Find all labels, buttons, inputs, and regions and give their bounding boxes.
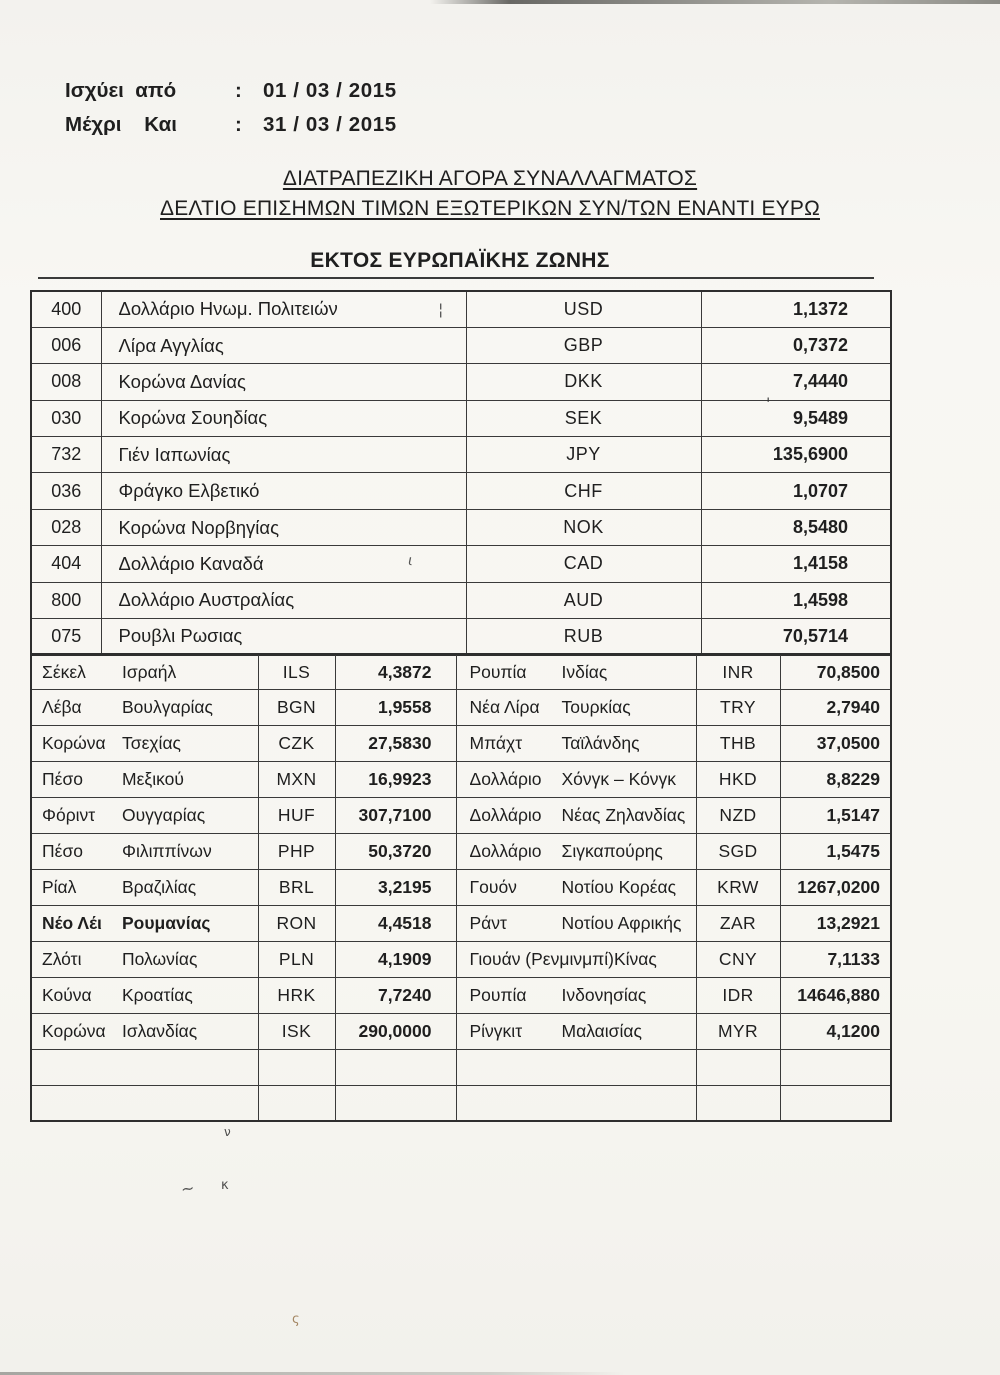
empty-cell	[696, 1049, 780, 1085]
empty-cell	[696, 1085, 780, 1121]
exchange-rate-row	[31, 327, 891, 363]
currency-iso-code: KRW	[696, 870, 780, 906]
exchange-rate-row	[31, 291, 891, 327]
exchange-rate-value: 1,0707	[701, 473, 891, 509]
exchange-rate-row	[31, 762, 891, 798]
horizontal-rule	[38, 277, 874, 279]
exchange-rate-value: 27,5830	[335, 726, 456, 762]
currency-name-cell	[456, 870, 696, 906]
currency-numeric-code: 036	[31, 473, 101, 509]
exchange-rate-value: 70,8500	[780, 654, 891, 690]
currency-unit: Ράντ	[469, 913, 507, 934]
empty-cell	[31, 1049, 258, 1085]
exchange-rate-row	[31, 400, 891, 436]
currency-country: Ισραήλ	[122, 661, 177, 682]
currency-name-cell	[456, 798, 696, 834]
validity-period	[65, 74, 397, 142]
currency-iso-code: ZAR	[696, 906, 780, 942]
empty-cell	[258, 1049, 335, 1085]
currency-name-cell	[31, 870, 258, 906]
currency-iso-code: USD	[466, 291, 701, 327]
empty-cell	[456, 1085, 696, 1121]
currency-iso-code: AUD	[466, 582, 701, 618]
exchange-rates-main-table	[30, 290, 892, 656]
exchange-rate-value: 307,7100	[335, 798, 456, 834]
currency-iso-code: MYR	[696, 1013, 780, 1049]
exchange-rate-row	[31, 509, 891, 545]
currency-numeric-code: 400	[31, 291, 101, 327]
currency-country: Κίνας	[613, 948, 657, 969]
exchange-rate-value: 16,9923	[335, 762, 456, 798]
currency-name: Δολλάριο Αυστραλίας	[101, 582, 466, 618]
exchange-rate-value: 3,2195	[335, 870, 456, 906]
currency-unit: Γουόν	[469, 877, 517, 898]
empty-cell	[258, 1085, 335, 1121]
currency-iso-code: NZD	[696, 798, 780, 834]
currency-unit: Σέκελ	[42, 661, 86, 682]
document-titles	[0, 164, 980, 224]
currency-country: Ταϊλάνδης	[561, 733, 640, 754]
currency-iso-code: GBP	[466, 327, 701, 363]
currency-name-cell	[456, 1013, 696, 1049]
currency-iso-code: ISK	[258, 1013, 335, 1049]
exchange-rate-value: 4,4518	[335, 906, 456, 942]
exchange-rate-value: 7,7240	[335, 977, 456, 1013]
exchange-rate-value: 4,1909	[335, 942, 456, 978]
exchange-rate-value: 8,8229	[780, 762, 891, 798]
currency-unit: Δολλάριο	[469, 841, 542, 862]
currency-unit: Ζλότι	[42, 948, 82, 969]
currency-unit: Μπάχτ	[469, 733, 523, 754]
currency-name: Δολλάριο Καναδά	[101, 546, 466, 582]
currency-numeric-code: 006	[31, 327, 101, 363]
exchange-rate-row	[31, 798, 891, 834]
currency-unit: Νέο Λέι	[42, 913, 102, 934]
currency-iso-code: DKK	[466, 364, 701, 400]
valid-from-colon: :	[235, 79, 242, 102]
exchange-rate-value: 7,4440	[701, 364, 891, 400]
exchange-rate-value: 1,4598	[701, 582, 891, 618]
currency-country: Μαλαισίας	[561, 1020, 642, 1041]
currency-unit: Δολλάριο	[469, 769, 542, 790]
valid-to-date: 31 / 03 / 2015	[263, 113, 397, 136]
currency-country: Ρουμανίας	[122, 913, 211, 934]
currency-iso-code: SGD	[696, 834, 780, 870]
document-title-line1: ΔΙΑΤΡΑΠΕΖΙΚΗ ΑΓΟΡΑ ΣΥΝΑΛΛΑΓΜΑΤΟΣ	[282, 167, 698, 190]
currency-unit: Λέβα	[42, 697, 82, 718]
currency-name-cell	[31, 906, 258, 942]
currency-unit: Πέσο	[42, 769, 83, 790]
currency-iso-code: CNY	[696, 942, 780, 978]
exchange-rate-row	[31, 942, 891, 978]
currency-iso-code: HRK	[258, 977, 335, 1013]
exchange-rate-value: 1267,0200	[780, 870, 891, 906]
currency-name-cell	[31, 690, 258, 726]
currency-iso-code: HUF	[258, 798, 335, 834]
currency-numeric-code: 800	[31, 582, 101, 618]
currency-unit: Κορώνα	[42, 733, 106, 754]
exchange-rate-row	[31, 726, 891, 762]
currency-country: Χόνγκ – Κόνγκ	[561, 769, 677, 790]
currency-name-cell	[456, 977, 696, 1013]
currency-name-cell	[31, 726, 258, 762]
currency-iso-code: HKD	[696, 762, 780, 798]
currency-iso-code: TRY	[696, 690, 780, 726]
exchange-rate-value: 70,5714	[701, 619, 891, 655]
exchange-rate-value: 37,0500	[780, 726, 891, 762]
currency-iso-code: SEK	[466, 400, 701, 436]
currency-country: Κροατίας	[122, 984, 193, 1005]
empty-cell	[780, 1085, 891, 1121]
valid-to-line	[65, 108, 397, 142]
exchange-rate-value: 14646,880	[780, 977, 891, 1013]
exchange-rate-row	[31, 977, 891, 1013]
currency-country: Νοτίου Κορέας	[561, 877, 677, 898]
currency-name-cell	[31, 1013, 258, 1049]
currency-country: Τουρκίας	[561, 697, 631, 718]
currency-iso-code: CZK	[258, 726, 335, 762]
document-title-line2: ΔΕΛΤΙΟ ΕΠΙΣΗΜΩΝ ΤΙΜΩΝ ΕΞΩΤΕΡΙΚΩΝ ΣΥΝ/ΤΩΝ ΕΝΑΝΤΙ ΕΥΡΩ	[160, 197, 820, 220]
exchange-rate-value: 1,5147	[780, 798, 891, 834]
scan-edge-artifact-top	[430, 0, 1000, 4]
exchange-rate-row	[31, 546, 891, 582]
currency-name-cell	[31, 977, 258, 1013]
valid-from-date: 01 / 03 / 2015	[263, 79, 397, 102]
exchange-rate-row	[31, 473, 891, 509]
currency-name-cell	[456, 834, 696, 870]
currency-name: Λίρα Αγγλίας	[101, 327, 466, 363]
exchange-rate-value: 135,6900	[701, 437, 891, 473]
currency-iso-code: INR	[696, 654, 780, 690]
currency-name: Κορώνα Σουηδίας	[101, 400, 466, 436]
currency-numeric-code: 732	[31, 437, 101, 473]
valid-from-label: Ισχύει από	[65, 79, 177, 102]
currency-name-cell	[456, 654, 696, 690]
currency-name-cell	[456, 690, 696, 726]
currency-country: Ισλανδίας	[122, 1020, 198, 1041]
empty-table-row	[31, 1085, 891, 1121]
ink-mark: ς	[292, 1312, 300, 1327]
currency-numeric-code: 030	[31, 400, 101, 436]
currency-name-cell	[31, 834, 258, 870]
empty-cell	[335, 1085, 456, 1121]
currency-iso-code: CAD	[466, 546, 701, 582]
currency-unit: Φόριντ	[42, 805, 96, 826]
currency-country: Τσεχίας	[122, 733, 181, 754]
exchange-rate-row	[31, 834, 891, 870]
currency-country: Βραζιλίας	[122, 877, 197, 898]
exchange-rate-row	[31, 906, 891, 942]
currency-unit: Ρίαλ	[42, 877, 77, 898]
exchange-rate-value: 1,9558	[335, 690, 456, 726]
valid-to-colon: :	[235, 113, 242, 136]
currency-name-cell	[31, 942, 258, 978]
exchange-rate-row	[31, 690, 891, 726]
empty-cell	[780, 1049, 891, 1085]
ink-mark: ¦	[438, 300, 444, 319]
currency-iso-code: ILS	[258, 654, 335, 690]
exchange-rate-row	[31, 364, 891, 400]
currency-iso-code: MXN	[258, 762, 335, 798]
currency-name: Ρουβλι Ρωσιας	[101, 619, 466, 655]
currency-country: Ουγγαρίας	[122, 805, 206, 826]
currency-unit: Ρίνγκιτ	[469, 1020, 523, 1041]
ink-mark: '	[766, 394, 771, 413]
currency-iso-code: NOK	[466, 509, 701, 545]
empty-cell	[456, 1049, 696, 1085]
currency-unit: Κορώνα	[42, 1020, 106, 1041]
currency-country: Ινδίας	[561, 661, 608, 682]
exchange-rate-value: 13,2921	[780, 906, 891, 942]
currency-iso-code: THB	[696, 726, 780, 762]
currency-unit: Δολλάριο	[469, 805, 542, 826]
currency-name-cell	[456, 762, 696, 798]
exchange-rate-value: 7,1133	[780, 942, 891, 978]
exchange-rates-secondary-table	[30, 653, 892, 1122]
exchange-rate-value: 9,5489	[701, 400, 891, 436]
currency-iso-code: BRL	[258, 870, 335, 906]
ink-mark: ~	[179, 1178, 196, 1199]
currency-name-cell	[31, 654, 258, 690]
exchange-rate-value: 0,7372	[701, 327, 891, 363]
currency-unit: Κούνα	[42, 984, 92, 1005]
currency-unit: Ρουπία	[469, 661, 527, 682]
currency-name: Γιέν Ιαπωνίας	[101, 437, 466, 473]
empty-cell	[335, 1049, 456, 1085]
ink-mark: ν	[224, 1125, 231, 1139]
currency-country: Βουλγαρίας	[122, 697, 213, 718]
empty-table-row	[31, 1049, 891, 1085]
currency-country: Νέας Ζηλανδίας	[561, 805, 686, 826]
currency-iso-code: CHF	[466, 473, 701, 509]
currency-iso-code: PHP	[258, 834, 335, 870]
currency-name-cell	[456, 906, 696, 942]
ink-mark: ι	[406, 552, 415, 570]
currency-numeric-code: 008	[31, 364, 101, 400]
section-title: ΕΚΤΟΣ ΕΥΡΩΠΑΪΚΗΣ ΖΩΝΗΣ	[310, 249, 610, 272]
exchange-rate-row	[31, 437, 891, 473]
currency-iso-code: RUB	[466, 619, 701, 655]
currency-iso-code: IDR	[696, 977, 780, 1013]
currency-unit: Πέσο	[42, 841, 83, 862]
currency-unit: Ρουπία	[469, 984, 527, 1005]
exchange-rate-row	[31, 654, 891, 690]
currency-numeric-code: 028	[31, 509, 101, 545]
exchange-rate-value: 1,4158	[701, 546, 891, 582]
exchange-rate-value: 4,3872	[335, 654, 456, 690]
exchange-rate-row	[31, 870, 891, 906]
currency-unit: Γιουάν (Ρενμινμπί)	[469, 948, 614, 969]
currency-country: Σιγκαπούρης	[561, 841, 663, 862]
currency-name-cell	[31, 762, 258, 798]
currency-iso-code: PLN	[258, 942, 335, 978]
currency-name: Κορώνα Νορβηγίας	[101, 509, 466, 545]
ink-mark: κ	[221, 1178, 229, 1193]
exchange-rate-value: 8,5480	[701, 509, 891, 545]
currency-numeric-code: 075	[31, 619, 101, 655]
currency-iso-code: JPY	[466, 437, 701, 473]
empty-cell	[31, 1085, 258, 1121]
currency-name-cell	[31, 798, 258, 834]
currency-iso-code: RON	[258, 906, 335, 942]
exchange-rate-value: 290,0000	[335, 1013, 456, 1049]
exchange-rate-value: 1,5475	[780, 834, 891, 870]
currency-name: Φράγκο Ελβετικό	[101, 473, 466, 509]
valid-from-line	[65, 74, 397, 108]
currency-name-cell	[456, 726, 696, 762]
exchange-rate-value: 50,3720	[335, 834, 456, 870]
valid-to-label: Μέχρι Και	[65, 113, 177, 136]
currency-iso-code: BGN	[258, 690, 335, 726]
currency-country: Μεξικού	[122, 769, 184, 790]
currency-country: Ινδονησίας	[561, 984, 647, 1005]
currency-numeric-code: 404	[31, 546, 101, 582]
exchange-rate-value: 1,1372	[701, 291, 891, 327]
currency-name-cell	[456, 942, 696, 978]
currency-name: Κορώνα Δανίας	[101, 364, 466, 400]
exchange-rate-row	[31, 582, 891, 618]
exchange-rate-row	[31, 1013, 891, 1049]
currency-name: Δολλάριο Ηνωμ. Πολιτειών	[101, 291, 466, 327]
currency-country: Φιλιππίνων	[122, 841, 212, 862]
currency-unit: Νέα Λίρα	[469, 697, 540, 718]
exchange-rate-value: 4,1200	[780, 1013, 891, 1049]
exchange-rate-value: 2,7940	[780, 690, 891, 726]
currency-country: Πολωνίας	[122, 948, 198, 969]
currency-country: Νοτίου Αφρικής	[561, 913, 682, 934]
exchange-rate-row	[31, 619, 891, 655]
